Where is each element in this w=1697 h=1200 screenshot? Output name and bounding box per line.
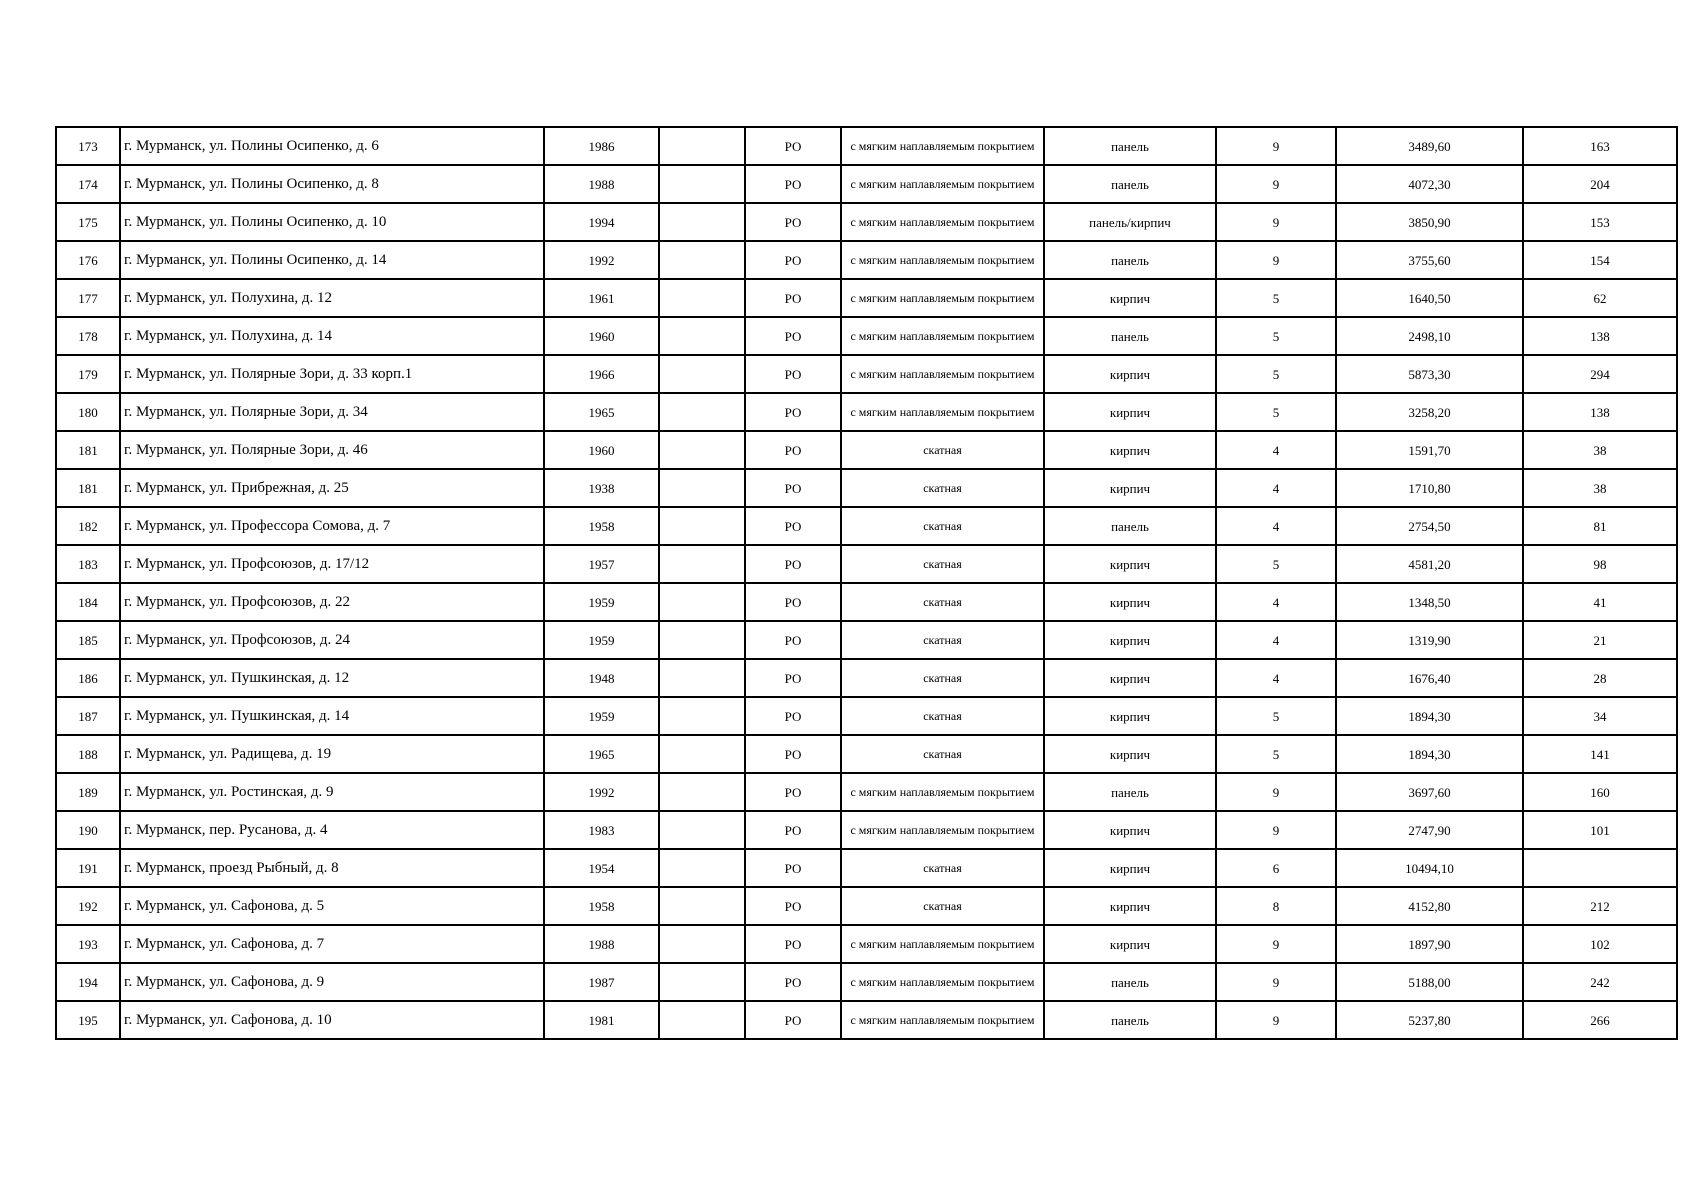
residents-cell: 138	[1523, 317, 1677, 355]
year-built-cell: 1954	[544, 849, 659, 887]
empty-cell	[659, 811, 745, 849]
address-cell: г. Мурманск, ул. Сафонова, д. 9	[120, 963, 544, 1001]
roof-type-cell: с мягким наплавляемым покрытием	[841, 1001, 1044, 1039]
area-cell: 3258,20	[1336, 393, 1523, 431]
fund-type-cell: РО	[745, 545, 841, 583]
wall-material-cell: кирпич	[1044, 735, 1216, 773]
fund-type-cell: РО	[745, 963, 841, 1001]
row-number-cell: 176	[56, 241, 120, 279]
year-built-cell: 1938	[544, 469, 659, 507]
table-row	[56, 659, 1677, 697]
floors-cell: 5	[1216, 317, 1336, 355]
floors-cell: 8	[1216, 887, 1336, 925]
year-built-cell: 1981	[544, 1001, 659, 1039]
residents-cell: 266	[1523, 1001, 1677, 1039]
wall-material-cell: панель	[1044, 317, 1216, 355]
residents-cell: 212	[1523, 887, 1677, 925]
floors-cell: 4	[1216, 659, 1336, 697]
roof-type-cell: с мягким наплавляемым покрытием	[841, 165, 1044, 203]
floors-cell: 9	[1216, 773, 1336, 811]
floors-cell: 9	[1216, 165, 1336, 203]
fund-type-cell: РО	[745, 431, 841, 469]
roof-type-cell: с мягким наплавляемым покрытием	[841, 355, 1044, 393]
empty-cell	[659, 621, 745, 659]
floors-cell: 4	[1216, 621, 1336, 659]
floors-cell: 4	[1216, 431, 1336, 469]
roof-type-cell: с мягким наплавляемым покрытием	[841, 127, 1044, 165]
floors-cell: 9	[1216, 963, 1336, 1001]
residents-cell: 160	[1523, 773, 1677, 811]
wall-material-cell: панель	[1044, 127, 1216, 165]
row-number-cell: 190	[56, 811, 120, 849]
year-built-cell: 1988	[544, 925, 659, 963]
empty-cell	[659, 583, 745, 621]
row-number-cell: 192	[56, 887, 120, 925]
area-cell: 4152,80	[1336, 887, 1523, 925]
row-number-cell: 174	[56, 165, 120, 203]
roof-type-cell: скатная	[841, 507, 1044, 545]
fund-type-cell: РО	[745, 583, 841, 621]
table-row	[56, 127, 1677, 165]
address-cell: г. Мурманск, ул. Сафонова, д. 7	[120, 925, 544, 963]
row-number-cell: 179	[56, 355, 120, 393]
roof-type-cell: с мягким наплавляемым покрытием	[841, 203, 1044, 241]
table-row	[56, 811, 1677, 849]
table-row	[56, 165, 1677, 203]
fund-type-cell: РО	[745, 507, 841, 545]
empty-cell	[659, 963, 745, 1001]
area-cell: 1676,40	[1336, 659, 1523, 697]
roof-type-cell: с мягким наплавляемым покрытием	[841, 773, 1044, 811]
residents-cell: 102	[1523, 925, 1677, 963]
empty-cell	[659, 317, 745, 355]
fund-type-cell: РО	[745, 773, 841, 811]
housing-registry-table	[55, 126, 1678, 1040]
row-number-cell: 189	[56, 773, 120, 811]
residents-cell: 294	[1523, 355, 1677, 393]
table-row	[56, 849, 1677, 887]
address-cell: г. Мурманск, ул. Профессора Сомова, д. 7	[120, 507, 544, 545]
floors-cell: 9	[1216, 1001, 1336, 1039]
area-cell: 1348,50	[1336, 583, 1523, 621]
address-cell: г. Мурманск, ул. Сафонова, д. 10	[120, 1001, 544, 1039]
year-built-cell: 1957	[544, 545, 659, 583]
fund-type-cell: РО	[745, 203, 841, 241]
wall-material-cell: панель	[1044, 165, 1216, 203]
floors-cell: 9	[1216, 925, 1336, 963]
area-cell: 5188,00	[1336, 963, 1523, 1001]
wall-material-cell: кирпич	[1044, 279, 1216, 317]
year-built-cell: 1965	[544, 735, 659, 773]
wall-material-cell: кирпич	[1044, 811, 1216, 849]
table-row	[56, 317, 1677, 355]
residents-cell: 98	[1523, 545, 1677, 583]
residents-cell: 38	[1523, 469, 1677, 507]
empty-cell	[659, 241, 745, 279]
empty-cell	[659, 355, 745, 393]
address-cell: г. Мурманск, ул. Радищева, д. 19	[120, 735, 544, 773]
wall-material-cell: кирпич	[1044, 697, 1216, 735]
roof-type-cell: скатная	[841, 431, 1044, 469]
fund-type-cell: РО	[745, 1001, 841, 1039]
wall-material-cell: кирпич	[1044, 925, 1216, 963]
fund-type-cell: РО	[745, 849, 841, 887]
year-built-cell: 1992	[544, 773, 659, 811]
empty-cell	[659, 507, 745, 545]
fund-type-cell: РО	[745, 811, 841, 849]
table-row	[56, 507, 1677, 545]
address-cell: г. Мурманск, ул. Пушкинская, д. 12	[120, 659, 544, 697]
table-row	[56, 393, 1677, 431]
row-number-cell: 175	[56, 203, 120, 241]
year-built-cell: 1988	[544, 165, 659, 203]
fund-type-cell: РО	[745, 127, 841, 165]
address-cell: г. Мурманск, ул. Полярные Зори, д. 46	[120, 431, 544, 469]
residents-cell: 62	[1523, 279, 1677, 317]
floors-cell: 4	[1216, 469, 1336, 507]
empty-cell	[659, 431, 745, 469]
area-cell: 1319,90	[1336, 621, 1523, 659]
year-built-cell: 1958	[544, 887, 659, 925]
empty-cell	[659, 1001, 745, 1039]
address-cell: г. Мурманск, проезд Рыбный, д. 8	[120, 849, 544, 887]
row-number-cell: 195	[56, 1001, 120, 1039]
row-number-cell: 177	[56, 279, 120, 317]
address-cell: г. Мурманск, ул. Прибрежная, д. 25	[120, 469, 544, 507]
address-cell: г. Мурманск, ул. Ростинская, д. 9	[120, 773, 544, 811]
wall-material-cell: панель	[1044, 773, 1216, 811]
roof-type-cell: с мягким наплавляемым покрытием	[841, 393, 1044, 431]
row-number-cell: 180	[56, 393, 120, 431]
roof-type-cell: скатная	[841, 849, 1044, 887]
roof-type-cell: с мягким наплавляемым покрытием	[841, 963, 1044, 1001]
row-number-cell: 188	[56, 735, 120, 773]
wall-material-cell: кирпич	[1044, 393, 1216, 431]
empty-cell	[659, 203, 745, 241]
residents-cell: 34	[1523, 697, 1677, 735]
table-row	[56, 697, 1677, 735]
fund-type-cell: РО	[745, 735, 841, 773]
address-cell: г. Мурманск, ул. Полины Осипенко, д. 10	[120, 203, 544, 241]
table-row	[56, 735, 1677, 773]
address-cell: г. Мурманск, ул. Полины Осипенко, д. 14	[120, 241, 544, 279]
area-cell: 3755,60	[1336, 241, 1523, 279]
floors-cell: 9	[1216, 811, 1336, 849]
area-cell: 4581,20	[1336, 545, 1523, 583]
area-cell: 3850,90	[1336, 203, 1523, 241]
empty-cell	[659, 773, 745, 811]
year-built-cell: 1959	[544, 621, 659, 659]
empty-cell	[659, 887, 745, 925]
address-cell: г. Мурманск, ул. Профсоюзов, д. 24	[120, 621, 544, 659]
empty-cell	[659, 393, 745, 431]
empty-cell	[659, 165, 745, 203]
residents-cell: 163	[1523, 127, 1677, 165]
wall-material-cell: кирпич	[1044, 583, 1216, 621]
address-cell: г. Мурманск, ул. Профсоюзов, д. 17/12	[120, 545, 544, 583]
residents-cell: 38	[1523, 431, 1677, 469]
wall-material-cell: кирпич	[1044, 545, 1216, 583]
wall-material-cell: кирпич	[1044, 659, 1216, 697]
year-built-cell: 1966	[544, 355, 659, 393]
area-cell: 10494,10	[1336, 849, 1523, 887]
empty-cell	[659, 735, 745, 773]
empty-cell	[659, 697, 745, 735]
residents-cell: 141	[1523, 735, 1677, 773]
residents-cell: 41	[1523, 583, 1677, 621]
table-row	[56, 545, 1677, 583]
table-row	[56, 963, 1677, 1001]
roof-type-cell: скатная	[841, 697, 1044, 735]
area-cell: 1897,90	[1336, 925, 1523, 963]
address-cell: г. Мурманск, ул. Полухина, д. 12	[120, 279, 544, 317]
floors-cell: 5	[1216, 393, 1336, 431]
address-cell: г. Мурманск, ул. Профсоюзов, д. 22	[120, 583, 544, 621]
fund-type-cell: РО	[745, 317, 841, 355]
wall-material-cell: панель	[1044, 963, 1216, 1001]
residents-cell: 101	[1523, 811, 1677, 849]
roof-type-cell: скатная	[841, 469, 1044, 507]
area-cell: 2747,90	[1336, 811, 1523, 849]
area-cell: 1640,50	[1336, 279, 1523, 317]
floors-cell: 9	[1216, 127, 1336, 165]
wall-material-cell: кирпич	[1044, 887, 1216, 925]
fund-type-cell: РО	[745, 393, 841, 431]
row-number-cell: 181	[56, 431, 120, 469]
residents-cell: 21	[1523, 621, 1677, 659]
table-row	[56, 241, 1677, 279]
fund-type-cell: РО	[745, 165, 841, 203]
table-row	[56, 773, 1677, 811]
residents-cell: 204	[1523, 165, 1677, 203]
fund-type-cell: РО	[745, 279, 841, 317]
year-built-cell: 1992	[544, 241, 659, 279]
year-built-cell: 1965	[544, 393, 659, 431]
address-cell: г. Мурманск, ул. Пушкинская, д. 14	[120, 697, 544, 735]
year-built-cell: 1948	[544, 659, 659, 697]
address-cell: г. Мурманск, ул. Полины Осипенко, д. 8	[120, 165, 544, 203]
year-built-cell: 1960	[544, 317, 659, 355]
fund-type-cell: РО	[745, 355, 841, 393]
year-built-cell: 1983	[544, 811, 659, 849]
fund-type-cell: РО	[745, 887, 841, 925]
row-number-cell: 191	[56, 849, 120, 887]
address-cell: г. Мурманск, ул. Полухина, д. 14	[120, 317, 544, 355]
wall-material-cell: панель/кирпич	[1044, 203, 1216, 241]
roof-type-cell: скатная	[841, 887, 1044, 925]
row-number-cell: 185	[56, 621, 120, 659]
table-row	[56, 925, 1677, 963]
residents-cell: 81	[1523, 507, 1677, 545]
area-cell: 1894,30	[1336, 697, 1523, 735]
area-cell: 1591,70	[1336, 431, 1523, 469]
roof-type-cell: с мягким наплавляемым покрытием	[841, 925, 1044, 963]
table-row	[56, 469, 1677, 507]
floors-cell: 4	[1216, 507, 1336, 545]
residents-cell: 28	[1523, 659, 1677, 697]
roof-type-cell: с мягким наплавляемым покрытием	[841, 241, 1044, 279]
empty-cell	[659, 469, 745, 507]
address-cell: г. Мурманск, ул. Сафонова, д. 5	[120, 887, 544, 925]
row-number-cell: 182	[56, 507, 120, 545]
row-number-cell: 183	[56, 545, 120, 583]
year-built-cell: 1961	[544, 279, 659, 317]
row-number-cell: 186	[56, 659, 120, 697]
empty-cell	[659, 659, 745, 697]
row-number-cell: 173	[56, 127, 120, 165]
table-row	[56, 279, 1677, 317]
address-cell: г. Мурманск, ул. Полярные Зори, д. 33 корп.1	[120, 355, 544, 393]
row-number-cell: 181	[56, 469, 120, 507]
fund-type-cell: РО	[745, 241, 841, 279]
empty-cell	[659, 545, 745, 583]
roof-type-cell: с мягким наплавляемым покрытием	[841, 317, 1044, 355]
table-row	[56, 203, 1677, 241]
wall-material-cell: панель	[1044, 507, 1216, 545]
empty-cell	[659, 127, 745, 165]
floors-cell: 6	[1216, 849, 1336, 887]
table-row	[56, 1001, 1677, 1039]
wall-material-cell: кирпич	[1044, 849, 1216, 887]
floors-cell: 9	[1216, 241, 1336, 279]
area-cell: 1894,30	[1336, 735, 1523, 773]
year-built-cell: 1960	[544, 431, 659, 469]
table-row	[56, 621, 1677, 659]
table-row	[56, 583, 1677, 621]
floors-cell: 9	[1216, 203, 1336, 241]
year-built-cell: 1987	[544, 963, 659, 1001]
roof-type-cell: скатная	[841, 583, 1044, 621]
table-row	[56, 355, 1677, 393]
address-cell: г. Мурманск, ул. Полярные Зори, д. 34	[120, 393, 544, 431]
year-built-cell: 1994	[544, 203, 659, 241]
roof-type-cell: скатная	[841, 735, 1044, 773]
address-cell: г. Мурманск, ул. Полины Осипенко, д. 6	[120, 127, 544, 165]
table-row	[56, 431, 1677, 469]
area-cell: 5873,30	[1336, 355, 1523, 393]
wall-material-cell: кирпич	[1044, 431, 1216, 469]
floors-cell: 5	[1216, 735, 1336, 773]
year-built-cell: 1959	[544, 583, 659, 621]
wall-material-cell: панель	[1044, 1001, 1216, 1039]
roof-type-cell: с мягким наплавляемым покрытием	[841, 811, 1044, 849]
residents-cell	[1523, 849, 1677, 887]
residents-cell: 242	[1523, 963, 1677, 1001]
empty-cell	[659, 279, 745, 317]
fund-type-cell: РО	[745, 925, 841, 963]
table-row	[56, 887, 1677, 925]
empty-cell	[659, 925, 745, 963]
area-cell: 3489,60	[1336, 127, 1523, 165]
residents-cell: 154	[1523, 241, 1677, 279]
wall-material-cell: кирпич	[1044, 621, 1216, 659]
wall-material-cell: кирпич	[1044, 469, 1216, 507]
wall-material-cell: панель	[1044, 241, 1216, 279]
area-cell: 1710,80	[1336, 469, 1523, 507]
year-built-cell: 1959	[544, 697, 659, 735]
fund-type-cell: РО	[745, 659, 841, 697]
floors-cell: 5	[1216, 697, 1336, 735]
floors-cell: 5	[1216, 355, 1336, 393]
roof-type-cell: скатная	[841, 545, 1044, 583]
address-cell: г. Мурманск, пер. Русанова, д. 4	[120, 811, 544, 849]
residents-cell: 153	[1523, 203, 1677, 241]
floors-cell: 5	[1216, 545, 1336, 583]
fund-type-cell: РО	[745, 697, 841, 735]
year-built-cell: 1986	[544, 127, 659, 165]
roof-type-cell: скатная	[841, 621, 1044, 659]
area-cell: 2498,10	[1336, 317, 1523, 355]
year-built-cell: 1958	[544, 507, 659, 545]
area-cell: 5237,80	[1336, 1001, 1523, 1039]
roof-type-cell: с мягким наплавляемым покрытием	[841, 279, 1044, 317]
row-number-cell: 193	[56, 925, 120, 963]
wall-material-cell: кирпич	[1044, 355, 1216, 393]
area-cell: 4072,30	[1336, 165, 1523, 203]
row-number-cell: 187	[56, 697, 120, 735]
fund-type-cell: РО	[745, 621, 841, 659]
area-cell: 3697,60	[1336, 773, 1523, 811]
floors-cell: 4	[1216, 583, 1336, 621]
row-number-cell: 178	[56, 317, 120, 355]
residents-cell: 138	[1523, 393, 1677, 431]
area-cell: 2754,50	[1336, 507, 1523, 545]
empty-cell	[659, 849, 745, 887]
row-number-cell: 194	[56, 963, 120, 1001]
roof-type-cell: скатная	[841, 659, 1044, 697]
row-number-cell: 184	[56, 583, 120, 621]
table-body	[56, 127, 1677, 1039]
floors-cell: 5	[1216, 279, 1336, 317]
fund-type-cell: РО	[745, 469, 841, 507]
